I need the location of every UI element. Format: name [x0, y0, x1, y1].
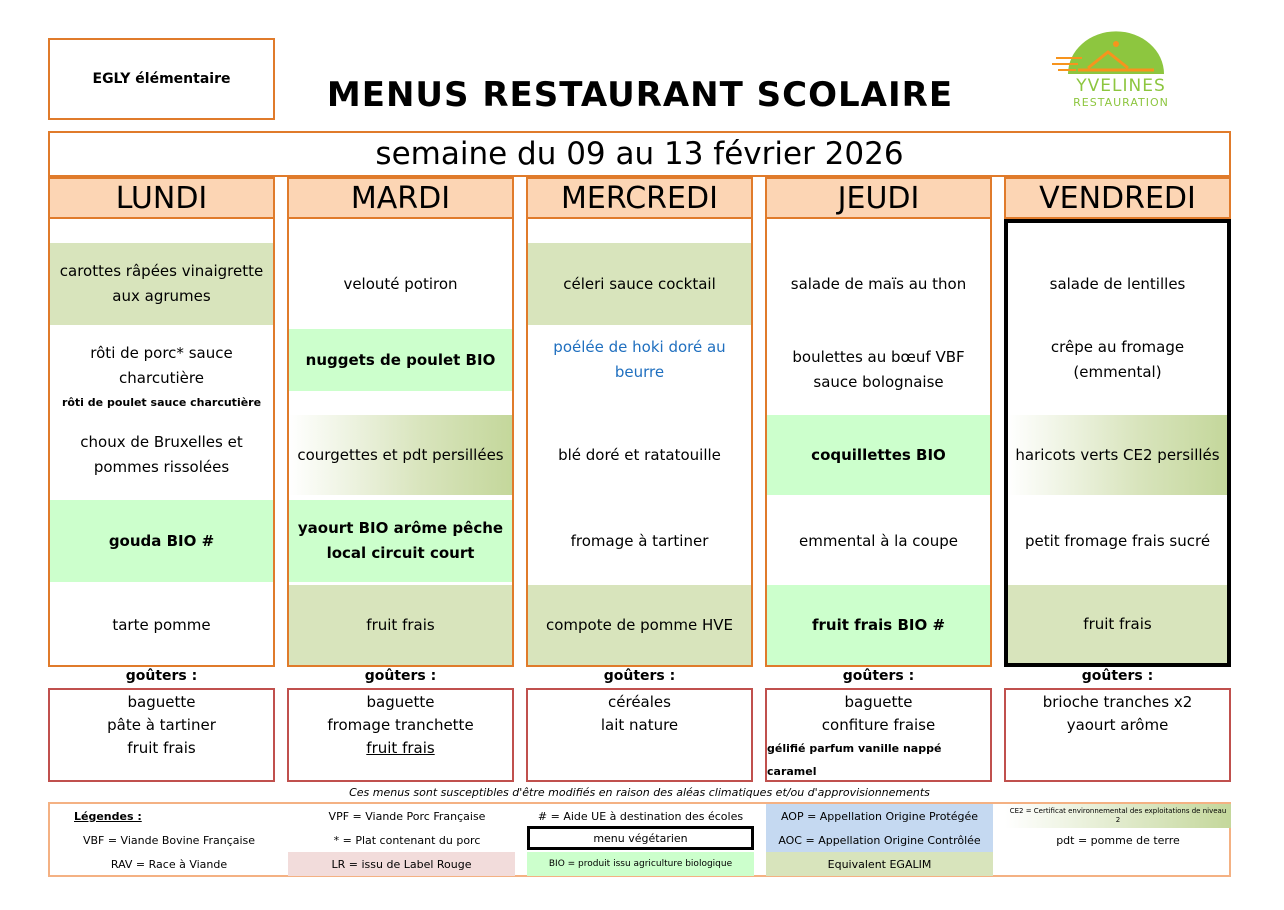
legend-rav: RAV = Race à Viande	[110, 857, 228, 871]
legend-bio: BIO = produit issu agriculture biologique	[527, 852, 754, 876]
gouters-box-jeudi	[765, 688, 992, 782]
gouter-item: céréales	[608, 693, 671, 711]
legend-label-rouge: LR = issu de Label Rouge	[288, 852, 515, 876]
legend-egalim: Equivalent EGALIM	[766, 852, 993, 876]
legend-ce2: CE2 = Certificat environnemental des exploitations de niveau 2	[1005, 804, 1231, 828]
gouters-box-mercredi	[526, 688, 753, 782]
starter-cell: carottes râpées vinaigrette aux agrumes	[50, 243, 273, 325]
dairy-cell: emmental à la coupe	[799, 531, 958, 550]
day-header-mardi: MARDI	[287, 177, 514, 219]
main-cell: nuggets de poulet BIO	[289, 329, 512, 391]
main-cell: boulettes au bœuf VBF sauce bolognaise	[792, 348, 965, 391]
gouters-label-mardi: goûters :	[364, 668, 437, 684]
week-banner	[48, 131, 1231, 177]
side-cell: courgettes et pdt persillées	[289, 415, 512, 495]
gouters-label-vendredi: goûters :	[1081, 668, 1154, 684]
day-column-jeudi	[765, 219, 992, 667]
legend-aoc: AOC = Appellation Origine Contrôlée	[766, 828, 993, 852]
dairy-cell: gouda BIO #	[50, 500, 273, 582]
legend-box	[48, 802, 1231, 877]
day-header-vendredi: VENDREDI	[1004, 177, 1231, 219]
day-column-lundi	[48, 219, 275, 667]
legend-vbf: VBF = Viande Bovine Française	[82, 833, 256, 847]
main-dish-alternative: rôti de poulet sauce charcutière	[61, 396, 262, 409]
gouter-item: baguette	[844, 693, 913, 711]
day-header-mercredi: MERCREDI	[526, 177, 753, 219]
gouters-label-mercredi: goûters :	[603, 668, 676, 684]
dairy-cell: fromage à tartiner	[570, 531, 709, 550]
gouter-item: pâte à tartiner	[107, 716, 216, 734]
week-label: semaine du 09 au 13 février 2026	[375, 136, 904, 172]
starter-cell: salade de lentilles	[1049, 274, 1186, 293]
gouter-item: fromage tranchette	[327, 716, 474, 734]
main-cell: crêpe au fromage (emmental)	[1050, 338, 1185, 381]
school-name: EGLY élémentaire	[92, 71, 231, 87]
school-name-box	[48, 38, 275, 120]
gouter-item: fruit frais	[366, 739, 435, 757]
dessert-cell: compote de pomme HVE	[528, 585, 751, 665]
starter-cell: céleri sauce cocktail	[528, 243, 751, 325]
side-cell: coquillettes BIO	[767, 415, 990, 495]
legend-aide-ue: # = Aide UE à destination des écoles	[537, 809, 744, 823]
legend-aop: AOP = Appellation Origine Protégée	[766, 804, 993, 828]
yvelines-restauration-logo	[1048, 30, 1178, 116]
legend-vpf: VPF = Viande Porc Française	[328, 809, 486, 823]
day-header-jeudi: JEUDI	[765, 177, 992, 219]
legend-pdt: pdt = pomme de terre	[1056, 833, 1180, 847]
main-dish: rôti de porc* sauce charcutière	[90, 344, 233, 387]
day-column-mardi	[287, 219, 514, 667]
gouter-item: confiture fraise	[821, 716, 936, 734]
logo-text-yvelines: YVELINES	[1076, 76, 1166, 96]
gouter-item: fruit frais	[127, 739, 196, 757]
gouter-item: baguette	[366, 693, 435, 711]
logo-text-restauration: RESTAURATION	[1073, 96, 1169, 109]
gouter-item: baguette	[127, 693, 196, 711]
legend-title: Légendes :	[74, 809, 142, 823]
gouter-item: lait nature	[600, 716, 679, 734]
dessert-cell: tarte pomme	[112, 615, 211, 634]
disclaimer-note: Ces menus sont susceptibles d'être modifiés en raison des aléas climatiques et/ou d'approvisionnements	[349, 785, 930, 799]
gouters-label-jeudi: goûters :	[842, 668, 915, 684]
dessert-cell: fruit frais	[289, 585, 512, 665]
side-cell: choux de Bruxelles et pommes rissolées	[80, 433, 243, 476]
gouter-item: brioche tranches x2	[1042, 693, 1193, 711]
page-title: MENUS RESTAURANT SCOLAIRE	[326, 75, 954, 115]
starter-cell: salade de maïs au thon	[790, 274, 967, 293]
legend-menu-vegetarien: menu végétarien	[527, 826, 754, 850]
legend-porc: * = Plat contenant du porc	[333, 833, 481, 847]
day-column-vendredi	[1004, 219, 1231, 667]
main-cell	[50, 331, 273, 421]
side-cell: haricots verts CE2 persillés	[1008, 415, 1227, 495]
dairy-cell: petit fromage frais sucré	[1024, 531, 1211, 550]
gouters-box-vendredi	[1004, 688, 1231, 782]
dairy-cell: yaourt BIO arôme pêche local circuit court	[289, 500, 512, 582]
dessert-cell: fruit frais	[1008, 585, 1227, 663]
side-cell: blé doré et ratatouille	[558, 445, 721, 464]
gouters-box-lundi	[48, 688, 275, 782]
day-header-lundi: LUNDI	[48, 177, 275, 219]
gouter-item: yaourt arôme	[1066, 716, 1169, 734]
gouters-label-lundi: goûters :	[125, 668, 198, 684]
main-cell: poélée de hoki doré au beurre	[553, 338, 726, 381]
day-column-mercredi	[526, 219, 753, 667]
dessert-cell: fruit frais BIO #	[767, 585, 990, 665]
gouter-item: gélifié parfum vanille nappé caramel	[767, 742, 942, 778]
starter-cell: velouté potiron	[343, 274, 458, 293]
gouters-box-mardi	[287, 688, 514, 782]
